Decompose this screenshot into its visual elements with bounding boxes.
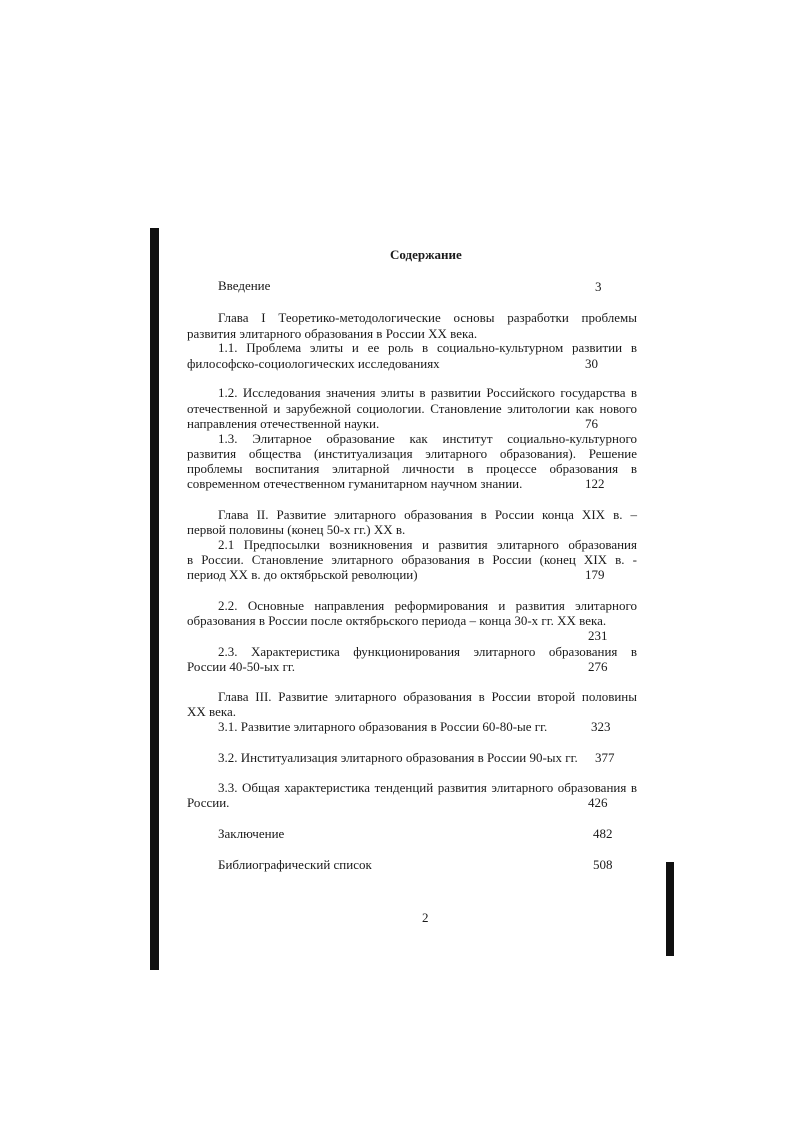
toc-section-1-2-line: направления отечественной науки. bbox=[187, 416, 380, 431]
toc-section-3-3-line: России. bbox=[187, 795, 230, 810]
toc-section-1-3-line: развития общества (институализация элитарного образования). Решение bbox=[187, 446, 637, 461]
toc-page-3-1: 323 bbox=[591, 719, 611, 734]
toc-page-3-3: 426 bbox=[588, 795, 608, 810]
toc-section-3-2: 3.2. Институализация элитарного образования в России 90-ых гг. bbox=[218, 750, 578, 765]
toc-section-2-2-line: 2.2. Основные направления реформирования и развития элитарного bbox=[218, 598, 637, 613]
toc-page-1-2: 76 bbox=[585, 416, 598, 431]
toc-page-2-3: 276 bbox=[588, 659, 608, 674]
toc-chapter-1-line: Глава I Теоретико-методологические основы разработки проблемы bbox=[218, 310, 637, 325]
toc-section-1-1-line: 1.1. Проблема элиты и ее роль в социально-культурном развитии в bbox=[218, 340, 637, 355]
toc-section-1-3-line: 1.3. Элитарное образование как институт социально-культурного bbox=[218, 431, 637, 446]
toc-page-2-1: 179 bbox=[585, 567, 605, 582]
toc-section-2-2-line: образования в России после октябрьского периода – конца 30-х гг. XX века. bbox=[187, 613, 607, 628]
toc-section-2-1-line: в России. Становление элитарного образования в России (конец XIX в. - bbox=[187, 552, 637, 567]
toc-section-1-3-line: проблемы воспитания элитарной личности в процессе образования в bbox=[187, 461, 637, 476]
toc-section-2-3-line: России 40-50-ых гг. bbox=[187, 659, 296, 674]
footer-page-number: 2 bbox=[422, 910, 429, 925]
toc-chapter-2-line: первой половины (конец 50-х гг.) XX в. bbox=[187, 522, 406, 537]
toc-section-1-1-line: философско-социологических исследованиях bbox=[187, 356, 440, 371]
toc-section-3-1: 3.1. Развитие элитарного образования в России 60-80-ые гг. bbox=[218, 719, 548, 734]
toc-page-intro: 3 bbox=[595, 279, 602, 294]
toc-page-bibliography: 508 bbox=[593, 857, 613, 872]
scan-edge-left bbox=[150, 228, 159, 970]
toc-chapter-3-line: Глава III. Развитие элитарного образования в России второй половины bbox=[218, 689, 637, 704]
toc-page-3-2: 377 bbox=[595, 750, 615, 765]
toc-chapter-3-line: XX века. bbox=[187, 704, 236, 719]
toc-page-1-1: 30 bbox=[585, 356, 598, 371]
toc-entry-conclusion: Заключение bbox=[218, 826, 285, 841]
toc-chapter-2-line: Глава II. Развитие элитарного образования в России конца XIX в. – bbox=[218, 507, 637, 522]
toc-page-1-3: 122 bbox=[585, 476, 605, 491]
toc-section-1-3-line: современном отечественном гуманитарном научном знании. bbox=[187, 476, 523, 491]
toc-section-1-2-line: отечественной и зарубежной социологии. Становление элитологии как нового bbox=[187, 401, 637, 416]
toc-section-3-3-line: 3.3. Общая характеристика тенденций развития элитарного образования в bbox=[218, 780, 637, 795]
scan-edge-right bbox=[666, 862, 674, 956]
toc-page-conclusion: 482 bbox=[593, 826, 613, 841]
toc-section-2-3-line: 2.3. Характеристика функционирования элитарного образования в bbox=[218, 644, 637, 659]
toc-section-1-2-line: 1.2. Исследования значения элиты в развитии Российского государства в bbox=[218, 385, 637, 400]
page-title: Содержание bbox=[390, 247, 462, 262]
toc-entry-intro: Введение bbox=[218, 278, 271, 293]
toc-page-2-2: 231 bbox=[588, 628, 608, 643]
toc-section-2-1-line: 2.1 Предпосылки возникновения и развития элитарного образования bbox=[218, 537, 637, 552]
toc-entry-bibliography: Библиографический список bbox=[218, 857, 372, 872]
toc-chapter-1-line: развития элитарного образования в России XX века. bbox=[187, 326, 478, 341]
toc-section-2-1-line: период XX в. до октябрьской революции) bbox=[187, 567, 418, 582]
